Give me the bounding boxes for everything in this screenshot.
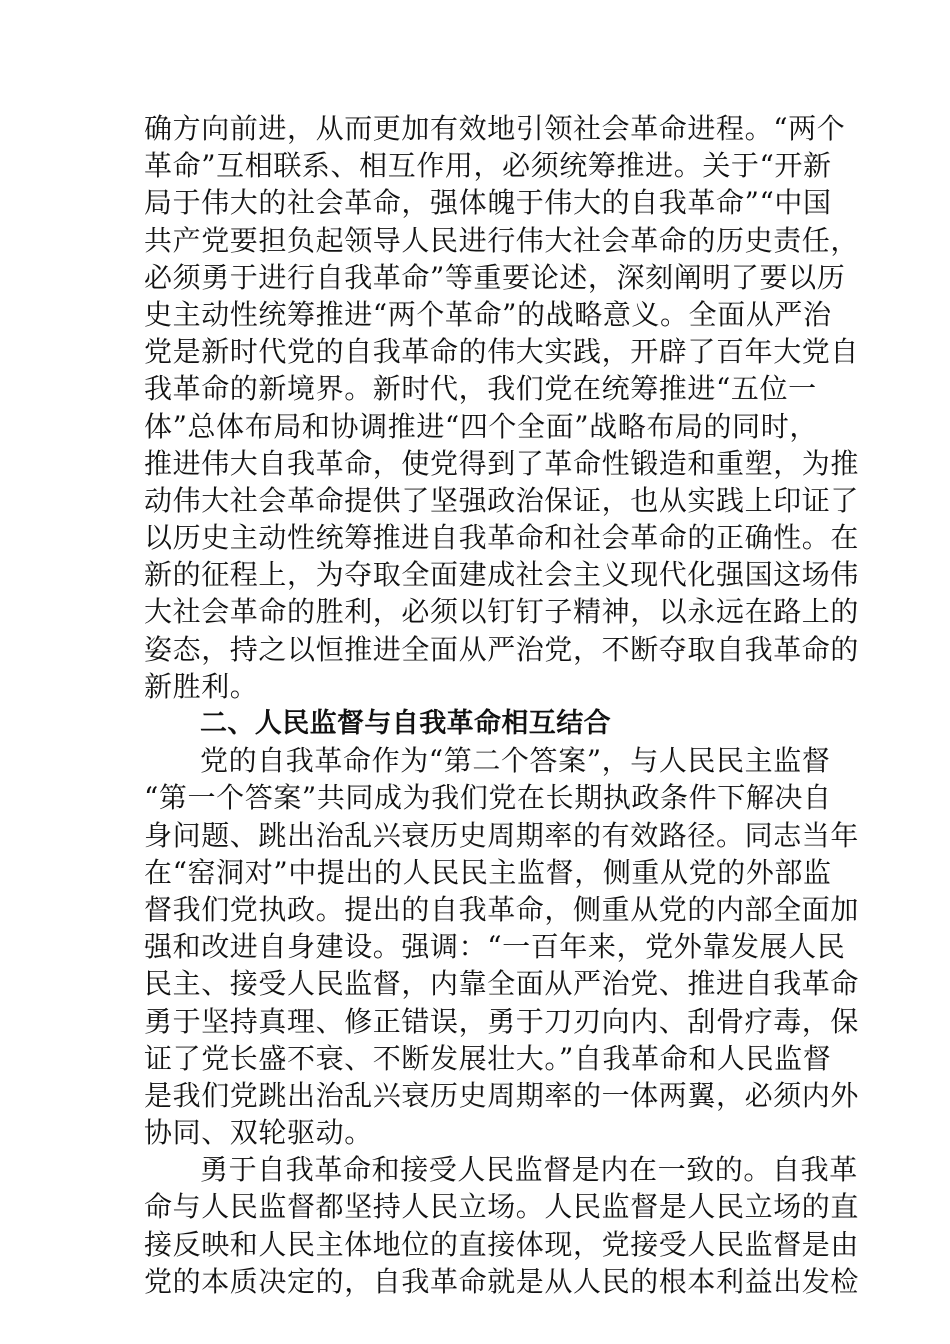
- text-line: “第一个答案”共同成为我们党在长期执政条件下解决自: [144, 781, 832, 815]
- text-line: 命与人民监督都坚持人民立场。人民监督是人民立场的直: [144, 1190, 860, 1224]
- paragraph-1: [144, 110, 860, 705]
- text-line: 共产党要担负起领导人民进行伟大社会革命的历史责任，: [144, 223, 860, 257]
- text-line: 在“窑洞对”中提出的人民民主监督，侧重从党的外部监: [144, 855, 832, 889]
- text-line: 民主、接受人民监督，内靠全面从严治党、推进自我革命: [144, 967, 860, 1001]
- text-line: 新的征程上，为夺取全面建成社会主义现代化强国这场伟: [144, 558, 860, 592]
- text-line: 督我们党执政。提出的自我革命，侧重从党的内部全面加: [144, 892, 860, 926]
- document-body: [144, 110, 860, 1300]
- text-line: 我革命的新境界。新时代，我们党在统筹推进“五位一: [144, 372, 817, 406]
- text-line: 强和改进自身建设。强调：“一百年来，党外靠发展人民: [144, 930, 846, 964]
- text-line: 勇于坚持真理、修正错误，勇于刀刃向内、刮骨疗毒，保: [144, 1004, 860, 1038]
- text-line: 体”总体布局和协调推进“四个全面”战略布局的同时，: [144, 409, 818, 443]
- text-line: 协同、双轮驱动。: [144, 1116, 373, 1150]
- text-line: 证了党长盛不衰、不断发展壮大。”自我革命和人民监督: [144, 1041, 832, 1075]
- text-line: 党是新时代党的自我革命的伟大实践，开辟了百年大党自: [144, 335, 860, 369]
- text-line: 新胜利。: [144, 669, 259, 703]
- paragraph-3: [144, 1151, 860, 1300]
- text-line: 党的自我革命作为“第二个答案”，与人民民主监督: [200, 744, 831, 778]
- text-line: 动伟大社会革命提供了坚强政治保证，也从实践上印证了: [144, 483, 860, 517]
- section-heading: 二、人民监督与自我革命相互结合: [200, 708, 611, 739]
- text-line: 史主动性统筹推进“两个革命”的战略意义。全面从严治: [144, 297, 832, 331]
- text-line: 以历史主动性统筹推进自我革命和社会革命的正确性。在: [144, 521, 860, 555]
- text-line: 勇于自我革命和接受人民监督是内在一致的。自我革: [200, 1153, 858, 1187]
- text-line: 姿态，持之以恒推进全面从严治党，不断夺取自我革命的: [144, 632, 860, 666]
- text-line: 是我们党跳出治乱兴衰历史周期率的一体两翼，必须内外: [144, 1078, 860, 1112]
- text-line: 身问题、跳出治乱兴衰历史周期率的有效路径。同志当年: [144, 818, 860, 852]
- text-line: 必须勇于进行自我革命”等重要论述，深刻阐明了要以历: [144, 260, 846, 294]
- text-line: 党的本质决定的，自我革命就是从人民的根本利益出发检: [144, 1264, 860, 1298]
- text-line: 确方向前进，从而更加有效地引领社会革命进程。“两个: [144, 112, 846, 145]
- text-line: 推进伟大自我革命，使党得到了革命性锻造和重塑，为推: [144, 446, 860, 480]
- text-line: 接反映和人民主体地位的直接体现，党接受人民监督是由: [144, 1227, 860, 1261]
- paragraph-2: [144, 742, 860, 1151]
- text-line: 革命”互相联系、相互作用，必须统筹推进。关于“开新: [144, 149, 832, 183]
- text-line: 局于伟大的社会革命，强体魄于伟大的自我革命”“中国: [144, 186, 832, 220]
- text-line: 大社会革命的胜利，必须以钉钉子精神，以永远在路上的: [144, 595, 860, 629]
